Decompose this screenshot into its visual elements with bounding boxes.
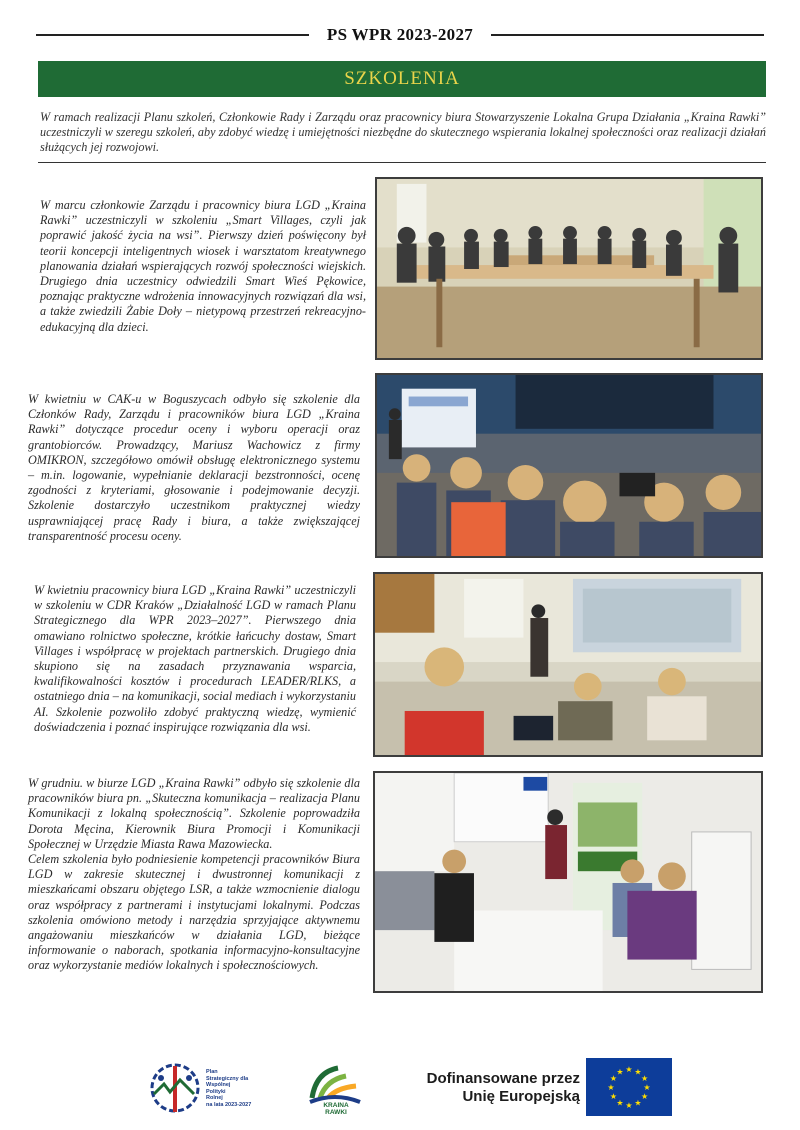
header-rule-right [491,34,764,36]
eu-star-icon: ★ [616,1067,624,1077]
eu-star-icon: ★ [641,1074,649,1083]
eu-flag-icon [586,1058,672,1116]
section-2-photo [375,373,763,558]
kraina-rawki-logo-text: KRAINA RAWKI [323,1102,349,1116]
eu-funding-line-1: Dofinansowane przez [426,1070,580,1087]
page-title: PS WPR 2023-2027 [326,25,474,44]
section-1-photo [375,177,763,360]
page-header [36,22,764,48]
ps-wpr-logo [146,1058,204,1118]
eu-funding-text [410,1070,580,1106]
eu-star-icon: ★ [634,1098,642,1108]
section-2-text: W kwietniu w CAK-u w Boguszycach odbyło się szkolenie dla Członków Rady, Zarządu i pracowników biura LGD „Kraina Rawki” dotyczące procedur oceny i wyboru operacji oraz grantobiorców. Prowadzący, Mariusz Wachowicz z firmy OMIKRON, szczegółowo omówił obsługę elektronicznego systemu – m.in. logowanie, wypełnianie deklaracji bezstronności, ocenę zgodności z kryteriami, głosowanie i podejmowanie decyzji. Szkolenie dostarczyło uczestnikom praktycznej wiedzy usprawniającej pracę Rady i biura, a także zwiększającej transparentność procesu oceny. [28,392,360,543]
section-3-photo [373,572,763,757]
header-rule-left [36,34,309,36]
intro-divider [38,162,766,163]
eu-star-icon: ★ [607,1083,615,1092]
section-4-photo [373,771,763,993]
section-banner [38,61,766,97]
ps-wpr-logo-text: Plan Strategiczny dla Wspólnej Polityki Rolnej na lata 2023-2027 [206,1069,252,1108]
eu-star-icon: ★ [641,1092,649,1101]
section-title: SZKOLENIA [344,68,460,89]
eu-star-icon: ★ [625,1065,633,1074]
intro-paragraph: W ramach realizacji Planu szkoleń, Członkowie Rady i Zarządu oraz pracownicy biura Stowarzyszenie Lokalna Grupa Działania „Kraina Rawki” uczestniczyli w szeregu szkoleń, aby zdobyć wiedzę i umiejętności niezbędne do skutecznego wspierania lokalnej społeczności oraz realizacji działań służących jej rozwojowi. [40,110,766,154]
eu-star-icon: ★ [609,1074,617,1083]
section-3-text: W kwietniu pracownicy biura LGD „Kraina Rawki” uczestniczyli w szkoleniu w CDR Kraków „Działalność LGD w ramach Planu Strategicznego dla WPR 2023–2027”. Pierwszego dnia omawiano rolnictwo społeczne, krótkie łańcuchy dostaw, Smart Villages i współpracę w projektach partnerskich. Drugiego dnia skupiono się na zasadach przyznawania wsparcia, kwalifikowalności kosztów i procedurach LEADER/RLKS, a ostatniego dnia – na komunikacji, social mediach i wykorzystaniu AI. Szkolenie pozwoliło zdobyć praktyczną wiedzę, wymienić doświadczenia i poznać inspirujące rozwiązania dla wsi. [34,583,356,734]
eu-star-icon: ★ [625,1101,633,1110]
eu-star-icon: ★ [643,1083,651,1092]
eu-star-icon: ★ [616,1098,624,1108]
eu-star-icon: ★ [609,1092,617,1101]
section-1-text: W marcu członkowie Zarządu i pracownicy biura LGD „Kraina Rawki” uczestniczyli w szkoleniu „Smart Villages, czyli jak poprawić jakość życia na wsi”. Pierwszy dzień poświęcony był teorii koncepcji inteligentnych wiosek i warsztatom kreatywnego planowania działań wspierających rozwój społeczności wiejskich. Drugiego dnia uczestnicy odwiedzili Smart Wieś Pękowice, poznając praktyczne wdrożenia innowacyjnych rozwiązań dla wsi, a także zwiedzili Żabie Doły – nietypową przestrzeń rekreacyjno-edukacyjną dla dzieci. [40,198,366,334]
eu-star-icon: ★ [634,1067,642,1077]
eu-funding-line-2: Unię Europejską [462,1088,580,1105]
section-4-text: W grudniu. w biurze LGD „Kraina Rawki” odbyło się szkolenie dla pracowników biura pn. „Skuteczna komunikacja – realizacja Planu Komunikacji z lokalną społecznością”. Szkolenie poprowadziła Dorota Męcina, Kierownik Biura Promocji i Komunikacji Społecznej w Urzędzie Miasta Rawa Mazowiecka. Celem szkolenia było podniesienie kompetencji pracowników Biura LGD w zakresie skutecznej i dwustronnej komunikacji z mieszkańcami obszaru objętego LSR, a także wzmocnienie dialogu oraz współpracy z partnerami i instytucjami lokalnymi. Podczas szkolenia omówiono metody i narzędzia sprzyjające aktywnemu angażowaniu mieszkańców w działania LGD, bieżące informowanie o naborach, spotkania informacyjno-konsultacyjne oraz wykorzystanie mediów lokalnych i społecznościowych. [28,776,360,973]
